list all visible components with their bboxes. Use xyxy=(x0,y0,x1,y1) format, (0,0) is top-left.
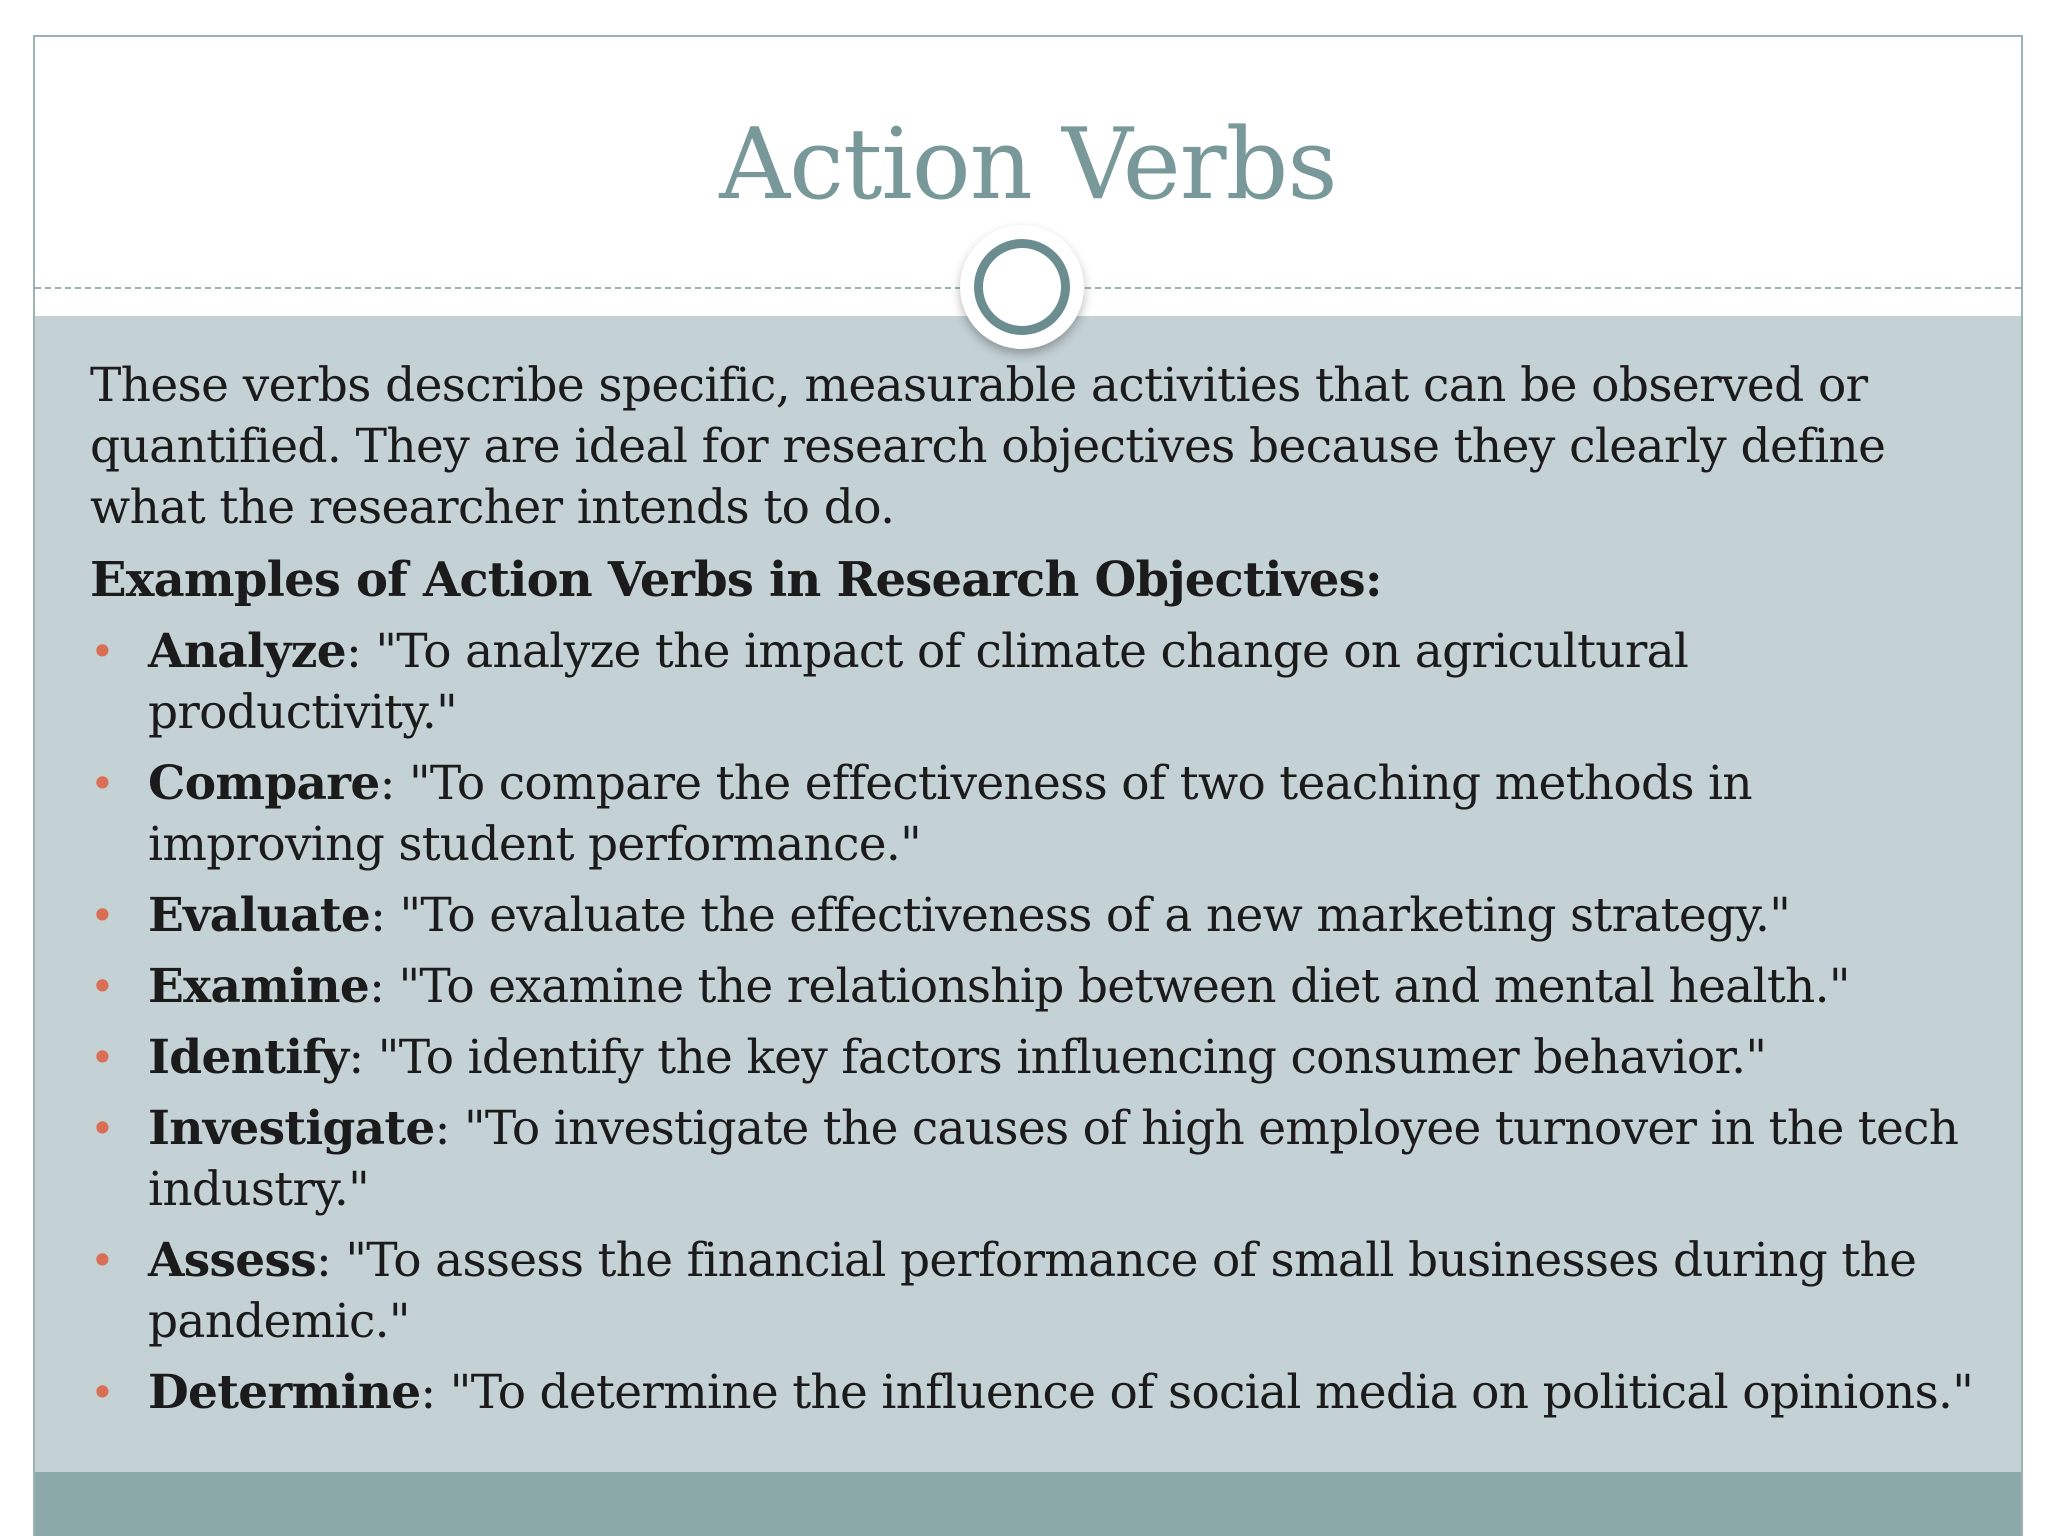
example-separator: : xyxy=(369,959,399,1014)
example-verb: Analyze xyxy=(148,624,346,679)
intro-paragraph: These verbs describe specific, measurable activities that can be observed or quantified. They are ideal for research objectives because they clearly define what the researcher intends to do. xyxy=(90,358,1886,535)
example-item-identify xyxy=(90,1027,1990,1088)
example-separator: : xyxy=(420,1365,450,1420)
example-verb: Examine xyxy=(148,959,370,1014)
example-verb: Compare xyxy=(148,756,380,811)
example-text: "To examine the relationship between diet and mental health." xyxy=(398,959,1850,1014)
bullet-icon: • xyxy=(90,627,115,676)
example-item-determine xyxy=(90,1362,1990,1423)
bullet-icon: • xyxy=(90,1033,115,1082)
example-item-analyze xyxy=(90,621,1990,743)
footer-band xyxy=(35,1472,2021,1536)
example-text: "To determine the influence of social media on political opinions." xyxy=(449,1365,1974,1420)
slide xyxy=(33,35,2023,1536)
bullet-icon: • xyxy=(90,962,115,1011)
example-item-evaluate xyxy=(90,885,1990,946)
example-item-examine xyxy=(90,956,1990,1017)
circle-ornament-icon xyxy=(960,225,1084,349)
example-text: "To investigate the causes of high employee turnover in the tech industry." xyxy=(148,1101,1959,1217)
examples-list xyxy=(90,621,1990,1423)
example-verb: Identify xyxy=(148,1030,349,1085)
example-separator: : xyxy=(379,756,409,811)
example-item-assess xyxy=(90,1230,1990,1352)
bullet-icon: • xyxy=(90,759,115,808)
slide-body xyxy=(90,355,1990,1433)
example-separator: : xyxy=(345,624,376,679)
slide-title: Action Verbs xyxy=(719,108,1337,222)
bullet-icon: • xyxy=(90,1236,115,1285)
example-separator: : xyxy=(316,1233,346,1288)
bullet-icon: • xyxy=(90,1368,115,1417)
example-text: "To assess the financial performance of small businesses during the pandemic." xyxy=(148,1233,1917,1349)
bullet-icon: • xyxy=(90,1104,115,1153)
example-item-compare xyxy=(90,753,1990,875)
examples-heading: Examples of Action Verbs in Research Objectives: xyxy=(90,552,1382,608)
example-verb: Investigate xyxy=(148,1101,435,1156)
example-verb: Assess xyxy=(148,1233,317,1288)
example-text: "To compare the effectiveness of two teaching methods in improving student performance." xyxy=(148,756,1752,872)
example-item-investigate xyxy=(90,1098,1990,1220)
example-verb: Evaluate xyxy=(148,888,371,943)
example-text: "To evaluate the effectiveness of a new marketing strategy." xyxy=(399,888,1791,943)
example-text: "To analyze the impact of climate change on agricultural productivity." xyxy=(148,624,1689,740)
example-verb: Determine xyxy=(148,1365,421,1420)
bullet-icon: • xyxy=(90,891,115,940)
example-separator: : xyxy=(348,1030,378,1085)
ring-icon xyxy=(974,239,1070,335)
example-separator: : xyxy=(370,888,400,943)
example-text: "To identify the key factors influencing consumer behavior." xyxy=(377,1030,1767,1085)
example-separator: : xyxy=(434,1101,464,1156)
